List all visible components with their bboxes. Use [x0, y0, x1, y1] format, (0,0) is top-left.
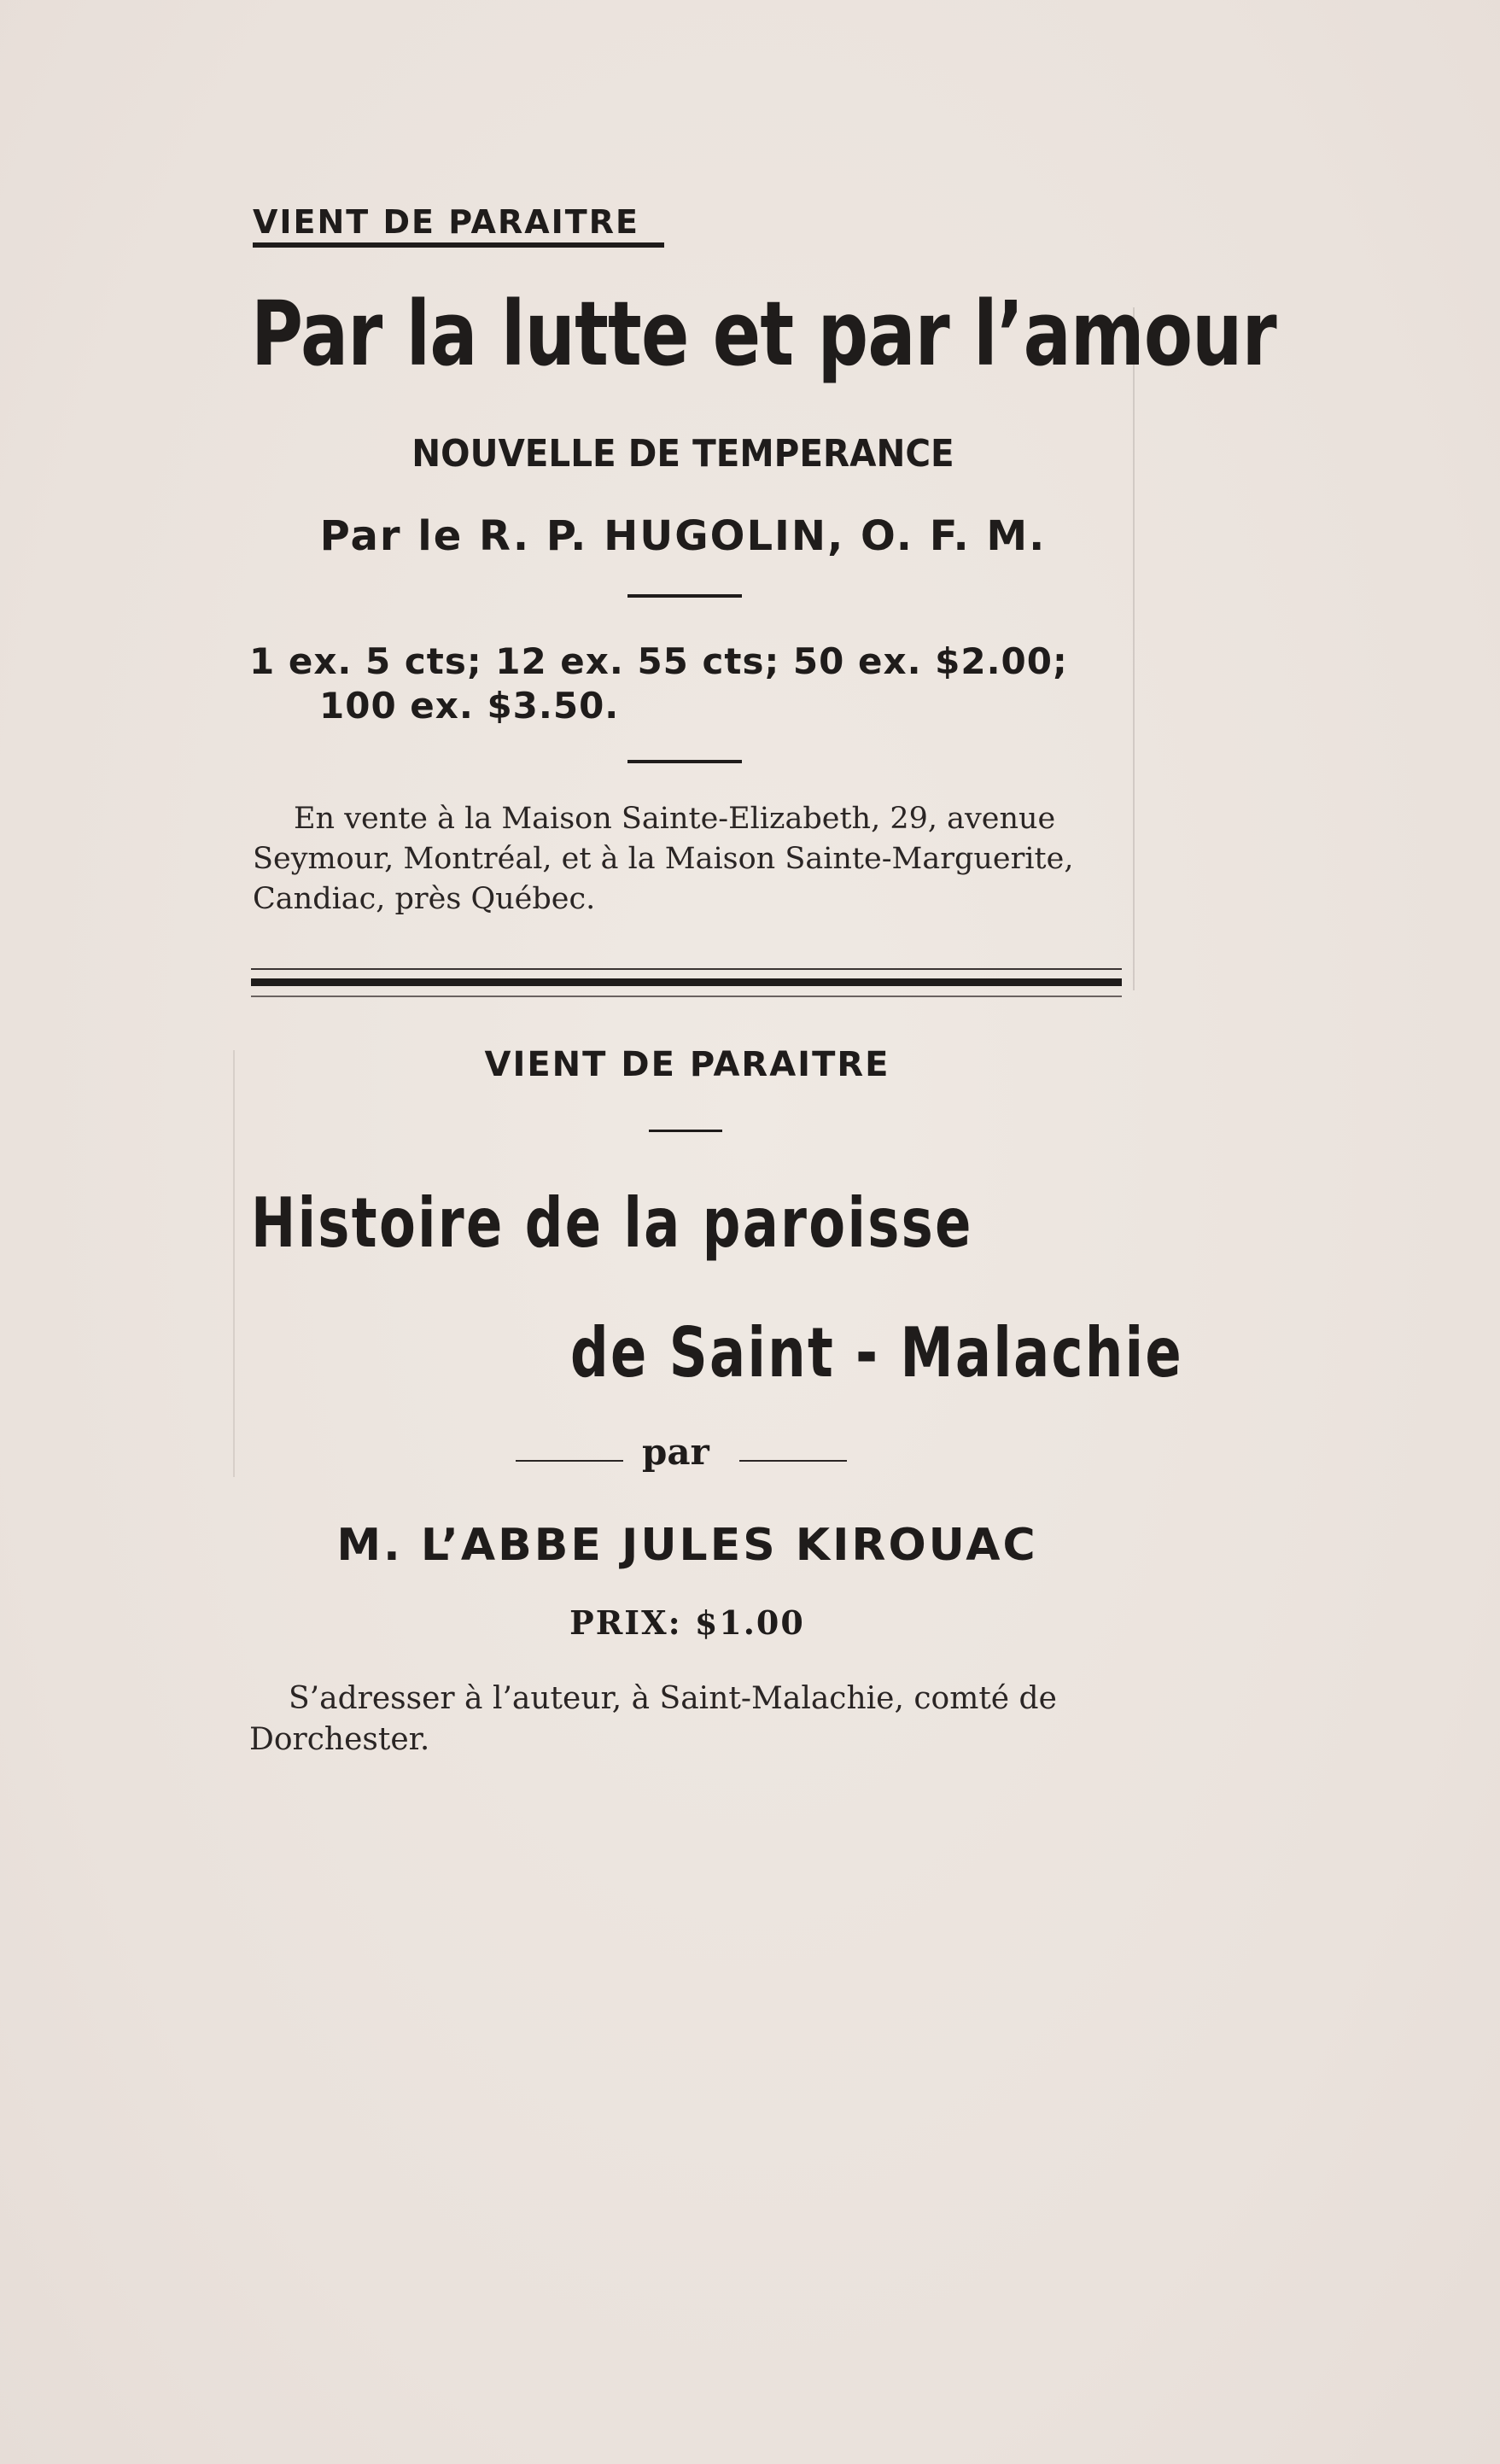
divider-short — [627, 760, 742, 763]
divider-short — [627, 594, 742, 598]
separator-rule-thick — [251, 978, 1122, 986]
kicker-underline — [253, 242, 664, 248]
price-label: PRIX: $1.00 — [569, 1603, 805, 1642]
par-dash-right — [739, 1460, 847, 1462]
separator-rule-bottom — [251, 996, 1122, 997]
right-margin-line — [1133, 307, 1135, 990]
book-title-line-1: Histoire de la paroisse — [251, 1183, 973, 1263]
sale-info-line-3: Candiac, près Québec. — [253, 882, 596, 916]
book-title-line-2: de Saint - Malachie — [570, 1313, 1184, 1393]
separator-rule-top — [251, 968, 1122, 970]
book-subtitle: NOUVELLE DE TEMPERANCE — [411, 432, 954, 476]
book-title: Par la lutte et par l’amour — [251, 282, 1276, 386]
sale-info-line-2: Seymour, Montréal, et à la Maison Sainte-Marguerite, — [253, 842, 1074, 876]
book-author: Par le R. P. HUGOLIN, O. F. M. — [319, 512, 1047, 560]
left-margin-line — [233, 1050, 235, 1477]
price-list-line-2: 100 ex. $3.50. — [319, 685, 620, 727]
price-list-line-1: 1 ex. 5 cts; 12 ex. 55 cts; 50 ex. $2.00; — [249, 640, 1068, 682]
contact-line-2: Dorchester. — [249, 1722, 430, 1757]
book-author: M. L’ABBE JULES KIROUAC — [336, 1520, 1038, 1571]
kicker-label: VIENT DE PARAITRE — [484, 1045, 890, 1084]
sale-info-line-1: En vente à la Maison Sainte-Elizabeth, 29, avenue — [294, 802, 1056, 836]
by-label: par — [642, 1431, 709, 1473]
divider-short — [649, 1130, 722, 1132]
contact-line-1: S’adresser à l’auteur, à Saint-Malachie, comté de — [289, 1681, 1057, 1716]
par-dash-left — [516, 1460, 623, 1462]
kicker-label: VIENT DE PARAITRE — [253, 203, 639, 241]
